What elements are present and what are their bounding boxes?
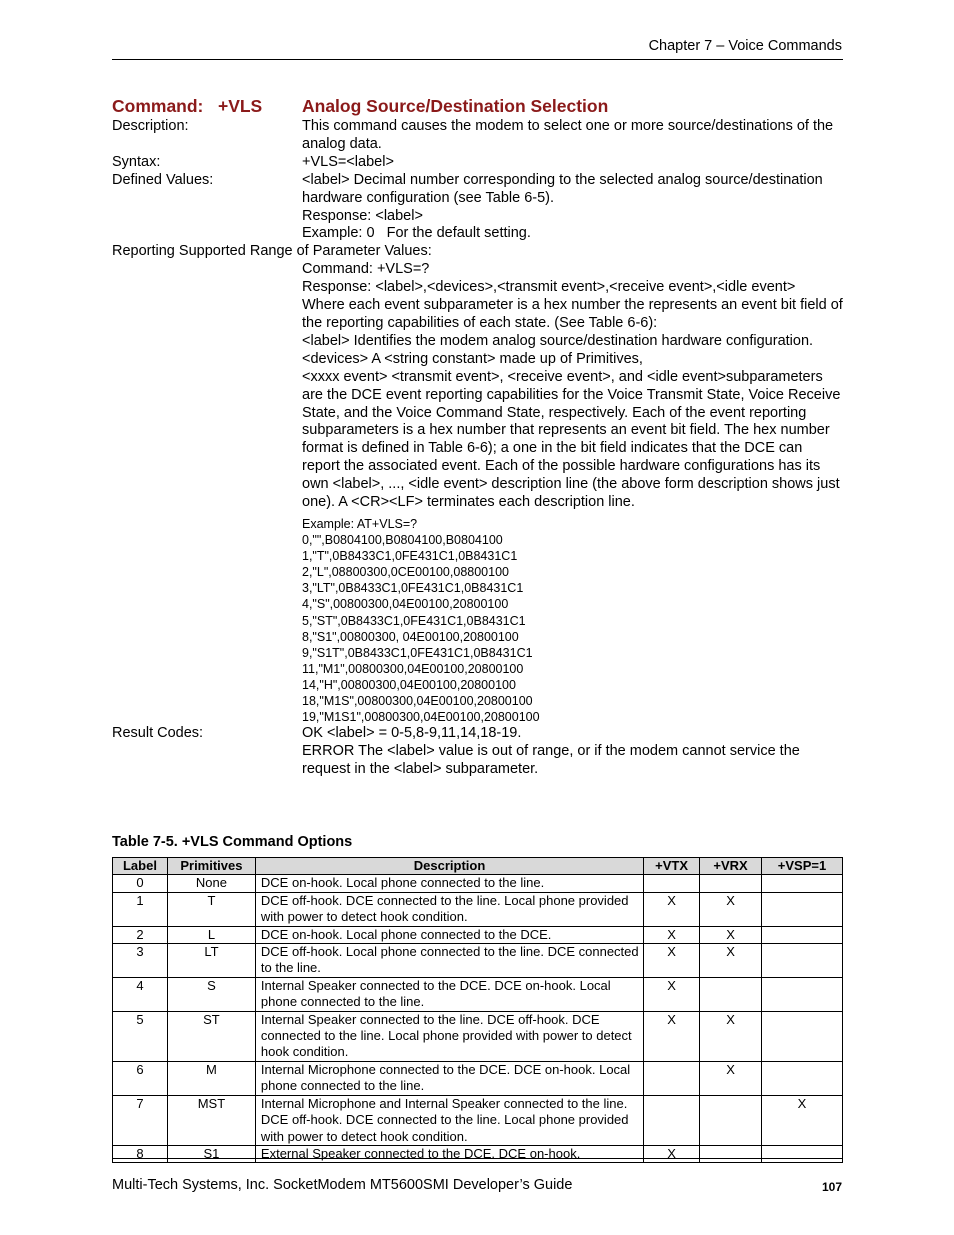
defined-values-row: [112, 172, 843, 244]
table-row: [113, 1011, 843, 1061]
syntax-label: Syntax:: [112, 153, 161, 170]
reporting-row: [112, 261, 843, 725]
header-rule: [112, 59, 843, 60]
cell-vtx: [644, 1095, 700, 1145]
cell-description: DCE on-hook. Local phone connected to the line.: [255, 875, 643, 892]
cell-primitives: None: [167, 875, 255, 892]
table-caption: Table 7-5. +VLS Command Options: [112, 834, 353, 850]
example-line: 19,"M1S1",00800300,04E00100,20800100: [302, 710, 540, 725]
cell-vrx: [700, 875, 762, 892]
table-row: [113, 875, 843, 892]
cell-label: 0: [113, 875, 168, 892]
cell-label: 1: [113, 892, 168, 926]
column-header: Label: [113, 858, 168, 875]
cell-primitives: ST: [167, 1011, 255, 1061]
reporting-line: Where each event subparameter is a hex number the represents an event bit field of the reporting capabilities of each state. (See Table 6-6):: [302, 297, 843, 331]
cell-vsp: [762, 1011, 843, 1061]
result-code-line: ERROR The <label> value is out of range, or if the modem cannot service the request in the <label> subparameter.: [302, 743, 800, 777]
example-line: 5,"ST",0B8433C1,0FE431C1,0B8431C1: [302, 613, 526, 628]
cell-vtx: X: [644, 892, 700, 926]
cell-vtx: X: [644, 1145, 700, 1162]
example-line: 11,"M1",00800300,04E00100,20800100: [302, 661, 524, 676]
cell-primitives: S: [167, 977, 255, 1011]
reporting-text: [302, 261, 843, 725]
table-row: [113, 1095, 843, 1145]
result-codes-text: [302, 725, 843, 779]
defined-values-line: Response: <label>: [302, 207, 423, 224]
running-header: Chapter 7 – Voice Commands: [648, 38, 842, 54]
column-header: Primitives: [167, 858, 255, 875]
cell-vtx: X: [644, 977, 700, 1011]
cell-label: 7: [113, 1095, 168, 1145]
table-row: [113, 944, 843, 978]
result-codes-row: [112, 725, 843, 779]
cell-vsp: [762, 1061, 843, 1095]
cell-primitives: T: [167, 892, 255, 926]
cell-vrx: [700, 1145, 762, 1162]
cell-primitives: M: [167, 1061, 255, 1095]
page-number: 107: [821, 1180, 842, 1194]
result-codes-label: Result Codes:: [112, 725, 204, 742]
cell-vsp: [762, 944, 843, 978]
cell-label: 5: [113, 1011, 168, 1061]
column-header: Description: [255, 858, 643, 875]
cell-description: Internal Microphone and Internal Speaker connected to the line. DCE off-hook. DCE connected to the line. Local phone provided with power to detect hook condition.: [255, 1095, 643, 1145]
table-row: [113, 977, 843, 1011]
example-line: 0,"",B0804100,B0804100,B0804100: [302, 533, 503, 548]
cell-vrx: [700, 1095, 762, 1145]
cell-description: Internal Speaker connected to the DCE. DCE on-hook. Local phone connected to the line.: [255, 977, 643, 1011]
example-line: 3,"LT",0B8433C1,0FE431C1,0B8431C1: [302, 581, 524, 596]
cell-description: DCE off-hook. DCE connected to the line. Local phone provided with power to detect hook condition.: [255, 892, 643, 926]
cell-primitives: L: [167, 926, 255, 943]
cell-vsp: [762, 926, 843, 943]
example-line: 8,"S1",00800300, 04E00100,20800100: [302, 629, 519, 644]
defined-values-line: Example: 0 For the default setting.: [302, 225, 531, 242]
description-label: Description:: [112, 118, 189, 134]
cell-vtx: [644, 875, 700, 892]
cell-vtx: X: [644, 926, 700, 943]
reporting-line: <devices> A <string constant> made up of Primitives,: [302, 350, 643, 367]
cell-vsp: [762, 977, 843, 1011]
command-title: [112, 96, 843, 118]
reporting-line: <xxxx event> <transmit event>, <receive event>, and <idle event>subparameters are the DCE event reporting capabilities for the Voice Transmit State, Voice Receive State, and the Voice Command State, respectively. Each of the event reporting subparameters is a hex number that represents an event bit field. The hex number format is defined in Table 6-6); a one in the bit field indicates that the DCE can report the associated event. Each of the possible hardware configurations has its own <label>, ..., <idle event> description line (the above form description shows just one). A <CR><LF> terminates each description line.: [302, 368, 841, 511]
cell-vsp: X: [762, 1095, 843, 1145]
table-header-row: [113, 858, 843, 875]
command-heading: Analog Source/Destination Selection: [302, 96, 609, 116]
cell-vrx: X: [700, 926, 762, 943]
defined-values-text: [302, 172, 843, 244]
example-line: 4,"S",00800300,04E00100,20800100: [302, 597, 509, 612]
cell-label: 8: [113, 1145, 168, 1162]
column-header: +VSP=1: [762, 858, 843, 875]
cell-description: External Speaker connected to the DCE. DCE on-hook.: [255, 1145, 643, 1162]
cell-vrx: X: [700, 1061, 762, 1095]
description-text: This command causes the modem to select one or more source/destinations of the analog data.: [302, 118, 834, 152]
footer-rule: [112, 1158, 843, 1159]
reporting-line: Command: +VLS=?: [302, 261, 430, 278]
vls-options-table: [112, 857, 843, 1163]
cell-vrx: X: [700, 892, 762, 926]
example-line: 2,"L",08800300,0CE00100,08800100: [302, 565, 509, 580]
description-row: [112, 118, 843, 154]
cell-primitives: LT: [167, 944, 255, 978]
cell-vsp: [762, 1145, 843, 1162]
defined-values-line: <label> Decimal number corresponding to the selected analog source/destination hardware configuration (see Table 6-5).: [302, 171, 823, 206]
command-body: [112, 118, 843, 779]
example-line: 18,"M1S",00800300,04E00100,20800100: [302, 693, 533, 708]
syntax-row: [112, 154, 843, 172]
cell-vrx: X: [700, 1011, 762, 1061]
footer-text: Multi-Tech Systems, Inc. SocketModem MT5600SMI Developer’s Guide: [112, 1177, 573, 1193]
cell-label: 4: [113, 977, 168, 1011]
cell-description: DCE on-hook. Local phone connected to the DCE.: [255, 926, 643, 943]
cell-vrx: X: [700, 944, 762, 978]
table-row: [113, 892, 843, 926]
cell-vrx: [700, 977, 762, 1011]
reporting-heading: Reporting Supported Range of Parameter Values:: [112, 243, 432, 260]
cell-label: 3: [113, 944, 168, 978]
cell-vtx: [644, 1061, 700, 1095]
example-line: 14,"H",00800300,04E00100,20800100: [302, 677, 516, 692]
cell-vtx: X: [644, 944, 700, 978]
cell-vsp: [762, 892, 843, 926]
syntax-text: +VLS=<label>: [302, 153, 394, 170]
column-header: +VRX: [700, 858, 762, 875]
cell-vtx: X: [644, 1011, 700, 1061]
command-name: Command: +VLS: [112, 96, 263, 116]
table-row: [113, 926, 843, 943]
result-code-line: OK <label> = 0-5,8-9,11,14,18-19.: [302, 725, 522, 742]
example-line: 1,"T",0B8433C1,0FE431C1,0B8431C1: [302, 549, 518, 564]
cell-description: DCE off-hook. Local phone connected to the line. DCE connected to the line.: [255, 944, 643, 978]
cell-primitives: MST: [167, 1095, 255, 1145]
cell-label: 2: [113, 926, 168, 943]
example-line: Example: AT+VLS=?: [302, 516, 418, 531]
defined-values-label: Defined Values:: [112, 171, 214, 188]
example-block: [302, 516, 843, 725]
column-header: +VTX: [644, 858, 700, 875]
cell-description: Internal Speaker connected to the line. DCE off-hook. DCE connected to the line. Local phone provided with power to detect hook condition.: [255, 1011, 643, 1061]
reporting-line: Response: <label>,<devices>,<transmit event>,<receive event>,<idle event>: [302, 279, 796, 296]
cell-label: 6: [113, 1061, 168, 1095]
table-row: [113, 1145, 843, 1162]
reporting-line: <label> Identifies the modem analog source/destination hardware configuration.: [302, 332, 814, 349]
table-row: [113, 1061, 843, 1095]
cell-vsp: [762, 875, 843, 892]
cell-description: Internal Microphone connected to the DCE. DCE on-hook. Local phone connected to the line.: [255, 1061, 643, 1095]
cell-primitives: S1: [167, 1145, 255, 1162]
example-line: 9,"S1T",0B8433C1,0FE431C1,0B8431C1: [302, 645, 533, 660]
